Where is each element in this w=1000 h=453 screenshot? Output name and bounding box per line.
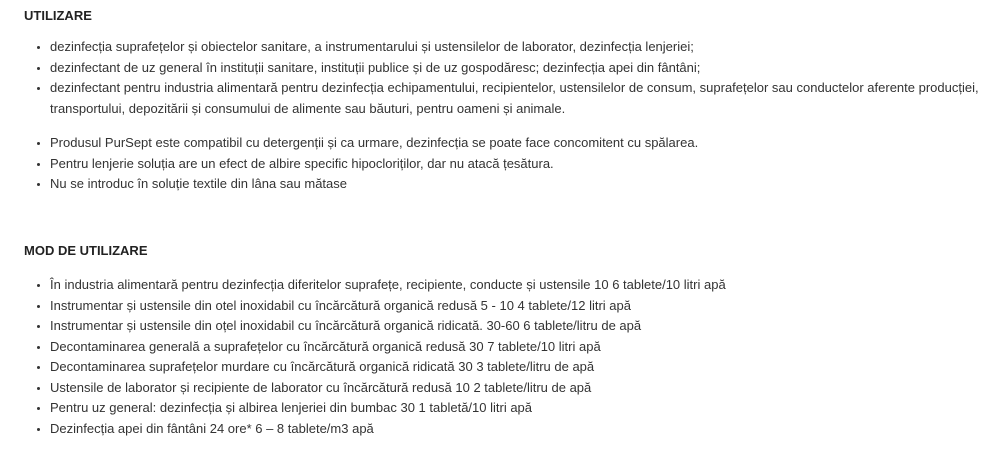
list-item: • Pentru uz general: dezinfecția și albirea lenjeriei din bumbac 30 1 tabletă/10 litri apă: [50, 398, 1000, 419]
list-item: • În industria alimentară pentru dezinfecția diferitelor suprafețe, recipiente, conducte și ustensile 10 6 tablete/10 litri apă: [50, 275, 1000, 296]
list-item: • Ustensile de laborator și recipiente de laborator cu încărcătură redusă 10 2 tablete/litru de apă: [50, 378, 1000, 399]
list-item: • Produsul PurSept este compatibil cu detergenții și ca urmare, dezinfecția se poate face concomitent cu spălarea.: [50, 133, 1000, 154]
list-item: • Nu se introduc în soluție textile din lâna sau mătase: [50, 174, 1000, 195]
utilizare-notes-list: [24, 133, 1000, 195]
mod-de-utilizare-list: [24, 275, 1000, 439]
list-item: • Instrumentar și ustensile din otel inoxidabil cu încărcătură organică redusă 5 - 10 4 tablete/12 litri apă: [50, 296, 1000, 317]
list-item: • Pentru lenjerie soluția are un efect de albire specific hipocloriților, dar nu atacă țesătura.: [50, 154, 1000, 175]
utilizare-heading: UTILIZARE: [24, 8, 92, 23]
mod-de-utilizare-heading: MOD DE UTILIZARE: [24, 243, 148, 258]
list-item: • Instrumentar și ustensile din oțel inoxidabil cu încărcătură organică ridicată. 30-60 6 tablete/litru de apă: [50, 316, 1000, 337]
list-item: • dezinfecția suprafețelor și obiectelor sanitare, a instrumentarului și ustensilelor de laborator, dezinfecția lenjeriei;: [50, 37, 1000, 58]
utilizare-list: [24, 37, 1000, 119]
list-item: • Decontaminarea generală a suprafețelor cu încărcătură organică redusă 30 7 tablete/10 litri apă: [50, 337, 1000, 358]
list-item: • Dezinfecția apei din fântâni 24 ore* 6 – 8 tablete/m3 apă: [50, 419, 1000, 440]
list-item: • dezinfectant de uz general în instituții sanitare, instituții publice și de uz gospodăresc; dezinfecția apei din fântâni;: [50, 58, 1000, 79]
list-item: • dezinfectant pentru industria alimentară pentru dezinfecția echipamentului, recipientelor, ustensilelor de consum, suprafețelor sau conductelor aferente producției, transportului, depozitării și consumului de alimente sau băuturi, pentru oameni și animale.: [50, 78, 1000, 119]
list-item: • Decontaminarea suprafețelor murdare cu încărcătură organică ridicată 30 3 tablete/litru de apă: [50, 357, 1000, 378]
